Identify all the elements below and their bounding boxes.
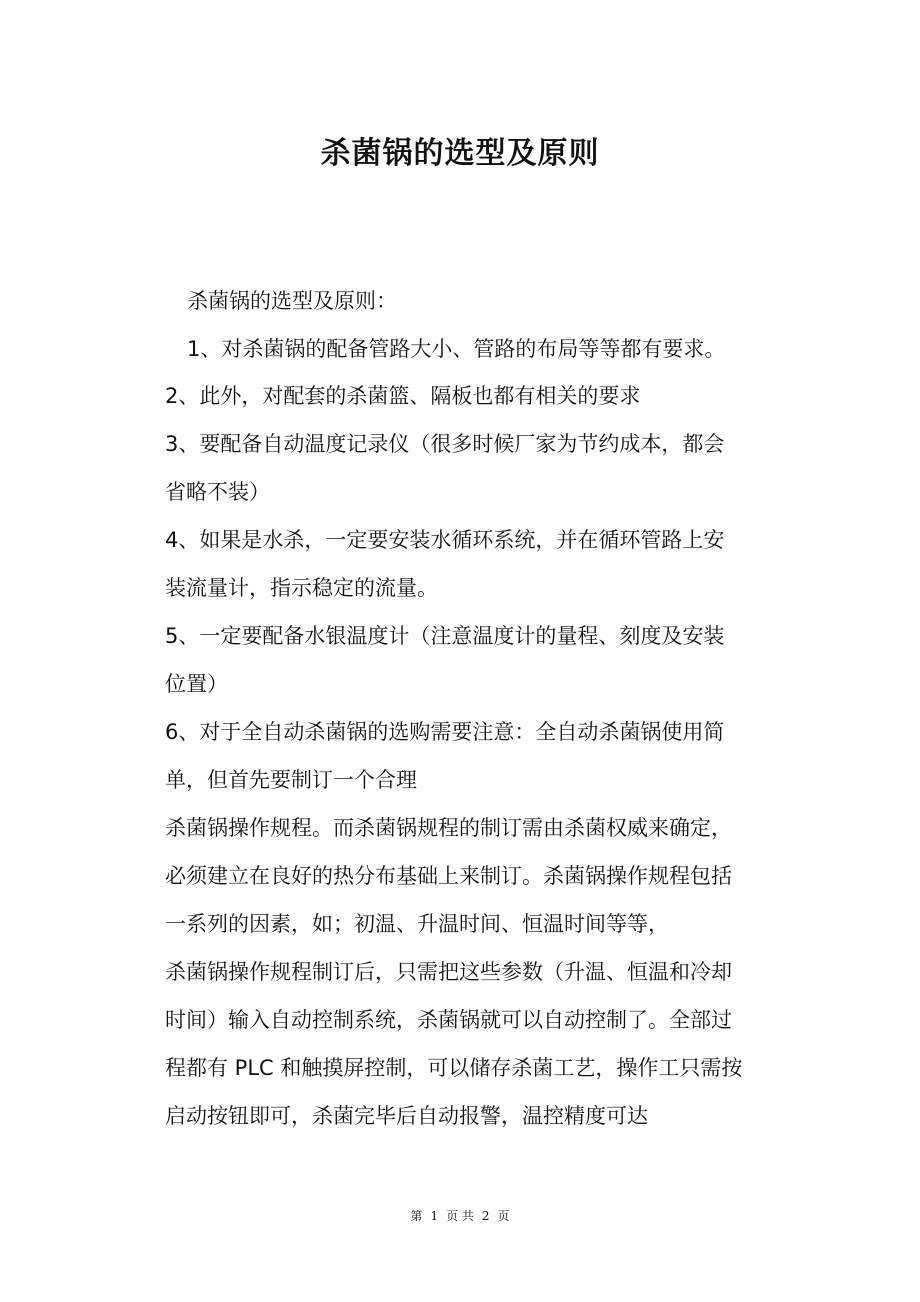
- paragraph-line: 杀菌锅操作规程制订后，只需把这些参数（升温、恒温和冷却: [165, 960, 732, 984]
- paragraph-line: 3、要配备自动温度记录仪（很多时候厂家为节约成本，都会: [165, 432, 725, 456]
- paragraph-line: 6、对于全自动杀菌锅的选购需要注意：全自动杀菌锅使用简: [165, 720, 725, 744]
- current-page-number: 1: [430, 1209, 439, 1223]
- document-title: 杀菌锅的选型及原则: [320, 136, 600, 171]
- paragraph-line: 必须建立在良好的热分布基础上来制订。杀菌锅操作规程包括: [165, 864, 732, 888]
- paragraph-line: 杀菌锅操作规程。而杀菌锅规程的制订需由杀菌权威来确定，: [165, 816, 732, 840]
- footer-suffix: 页: [497, 1209, 510, 1223]
- paragraph-line: 4、如果是水杀，一定要安装水循环系统，并在循环管路上安: [165, 528, 725, 552]
- paragraph-line: 杀菌锅的选型及原则：: [187, 289, 397, 313]
- footer-middle: 页 共: [446, 1209, 474, 1223]
- paragraph-line: 启动按钮即可，杀菌完毕后自动报警，温控精度可达: [165, 1104, 648, 1128]
- total-page-number: 2: [481, 1209, 490, 1223]
- paragraph-line: 单，但首先要制订一个合理: [165, 768, 417, 792]
- footer-prefix: 第: [410, 1209, 423, 1223]
- paragraph-line: 装流量计，指示稳定的流量。: [165, 576, 438, 600]
- paragraph-line: 省略不装）: [165, 480, 270, 504]
- paragraph-line: 1、对杀菌锅的配备管路大小、管路的布局等等都有要求。: [187, 337, 726, 361]
- paragraph-line: 时间）输入自动控制系统，杀菌锅就可以自动控制了。全部过: [165, 1008, 732, 1032]
- paragraph-line: 程都有 PLC 和触摸屏控制，可以储存杀菌工艺，操作工只需按: [165, 1056, 743, 1080]
- page-footer: [0, 1206, 920, 1226]
- paragraph-line: 2、此外，对配套的杀菌篮、隔板也都有相关的要求: [165, 384, 641, 408]
- paragraph-line: 一系列的因素，如；初温、升温时间、恒温时间等等，: [165, 912, 669, 936]
- paragraph-line: 位置）: [165, 672, 228, 696]
- paragraph-line: 5、一定要配备水银温度计（注意温度计的量程、刻度及安装: [165, 624, 725, 648]
